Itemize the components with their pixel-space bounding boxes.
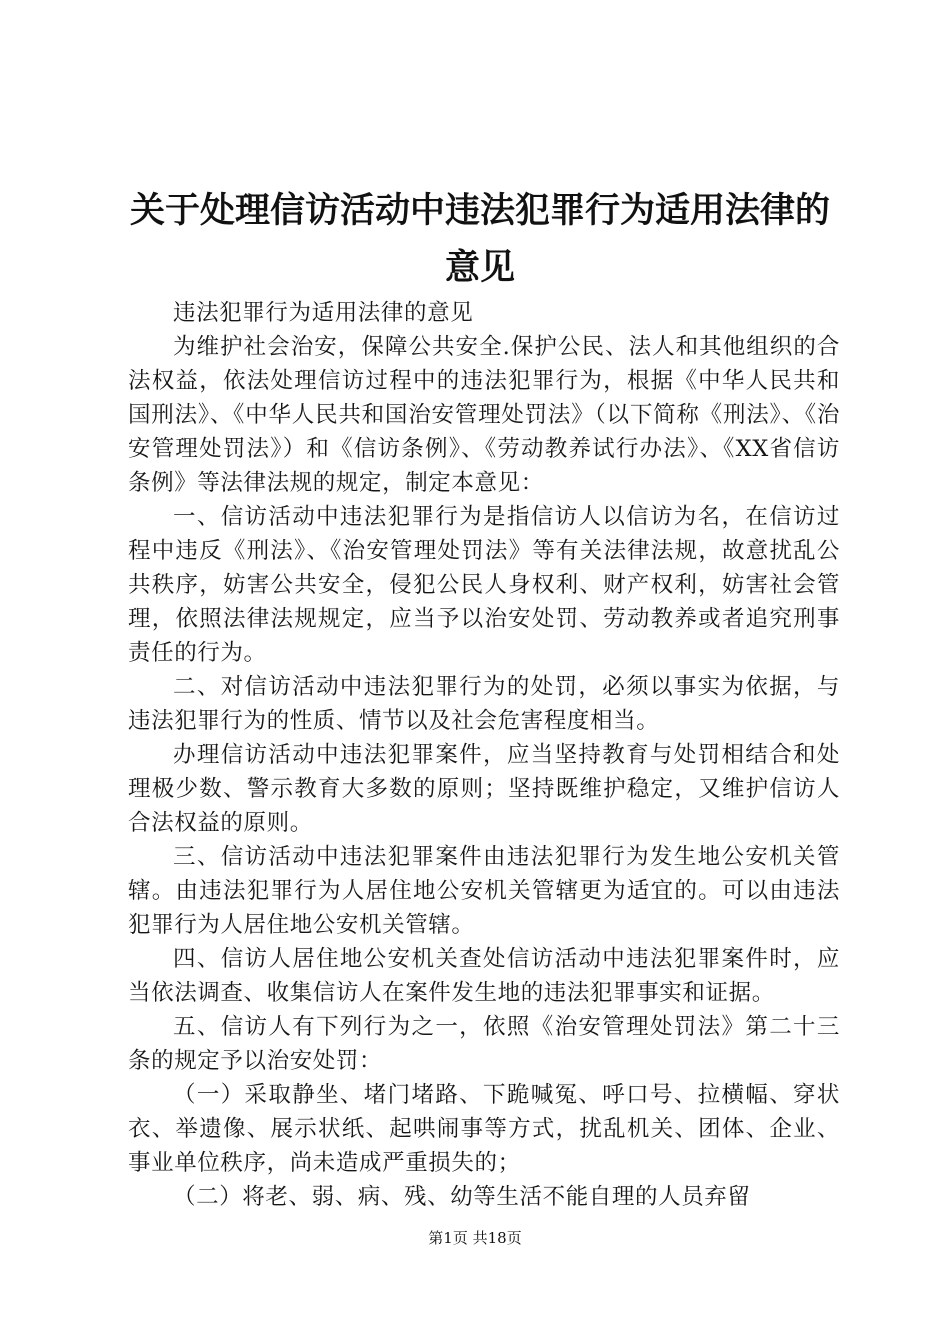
paragraph-item-1: （一）采取静坐、堵门堵路、下跪喊冤、呼口号、拉横幅、穿状衣、举遗像、展示状纸、起哄闹事等方式，扰乱机关、团体、企业、事业单位秩序，尚未造成严重损失的； xyxy=(128,1082,840,1176)
document-body xyxy=(128,296,840,1214)
paragraph-article-5: 五、信访人有下列行为之一，依照《治安管理处罚法》第二十三条的规定予以治安处罚： xyxy=(128,1014,840,1074)
paragraph-article-2: 二、对信访活动中违法犯罪行为的处罚，必须以事实为依据，与违法犯罪行为的性质、情节以及社会危害程度相当。 xyxy=(128,674,840,734)
paragraph-item-2: （二）将老、弱、病、残、幼等生活不能自理的人员弃留 xyxy=(173,1184,751,1210)
document-title-line-2: 意见 xyxy=(444,247,515,288)
document-title-line-1: 关于处理信访活动中违法犯罪行为适用法律的 xyxy=(129,190,830,231)
paragraph-subtitle: 违法犯罪行为适用法律的意见 xyxy=(173,300,474,326)
paragraph-article-4: 四、信访人居住地公安机关查处信访活动中违法犯罪案件时，应当依法调查、收集信访人在案件发生地的违法犯罪事实和证据。 xyxy=(128,946,840,1006)
paragraph-preamble: 为维护社会治安，保障公共安全.保护公民、法人和其他组织的合法权益，依法处理信访过程中的违法犯罪行为，根据《中华人民共和国刑法》、《中华人民共和国治安管理处罚法》（以下简称《刑法》、《治安管理处罚法》）和《信访条例》、《劳动教养试行办法》、《XX省信访条例》等法律法规的规定，制定本意见： xyxy=(128,334,840,496)
paragraph-article-1: 一、信访活动中违法犯罪行为是指信访人以信访为名，在信访过程中违反《刑法》、《治安管理处罚法》等有关法律法规，故意扰乱公共秩序，妨害公共安全，侵犯公民人身权利、财产权利，妨害社会管理，依照法律法规规定，应当予以治安处罚、劳动教养或者追究刑事责任的行为。 xyxy=(128,504,840,666)
page-number-footer: 第1页 共18页 xyxy=(428,1229,522,1247)
paragraph-article-2-principles: 办理信访活动中违法犯罪案件，应当坚持教育与处罚相结合和处理极少数、警示教育大多数的原则；坚持既维护稳定，又维护信访人合法权益的原则。 xyxy=(128,742,840,836)
paragraph-article-3: 三、信访活动中违法犯罪案件由违法犯罪行为发生地公安机关管辖。由违法犯罪行为人居住地公安机关管辖更为适宜的。可以由违法犯罪行为人居住地公安机关管辖。 xyxy=(128,844,840,938)
